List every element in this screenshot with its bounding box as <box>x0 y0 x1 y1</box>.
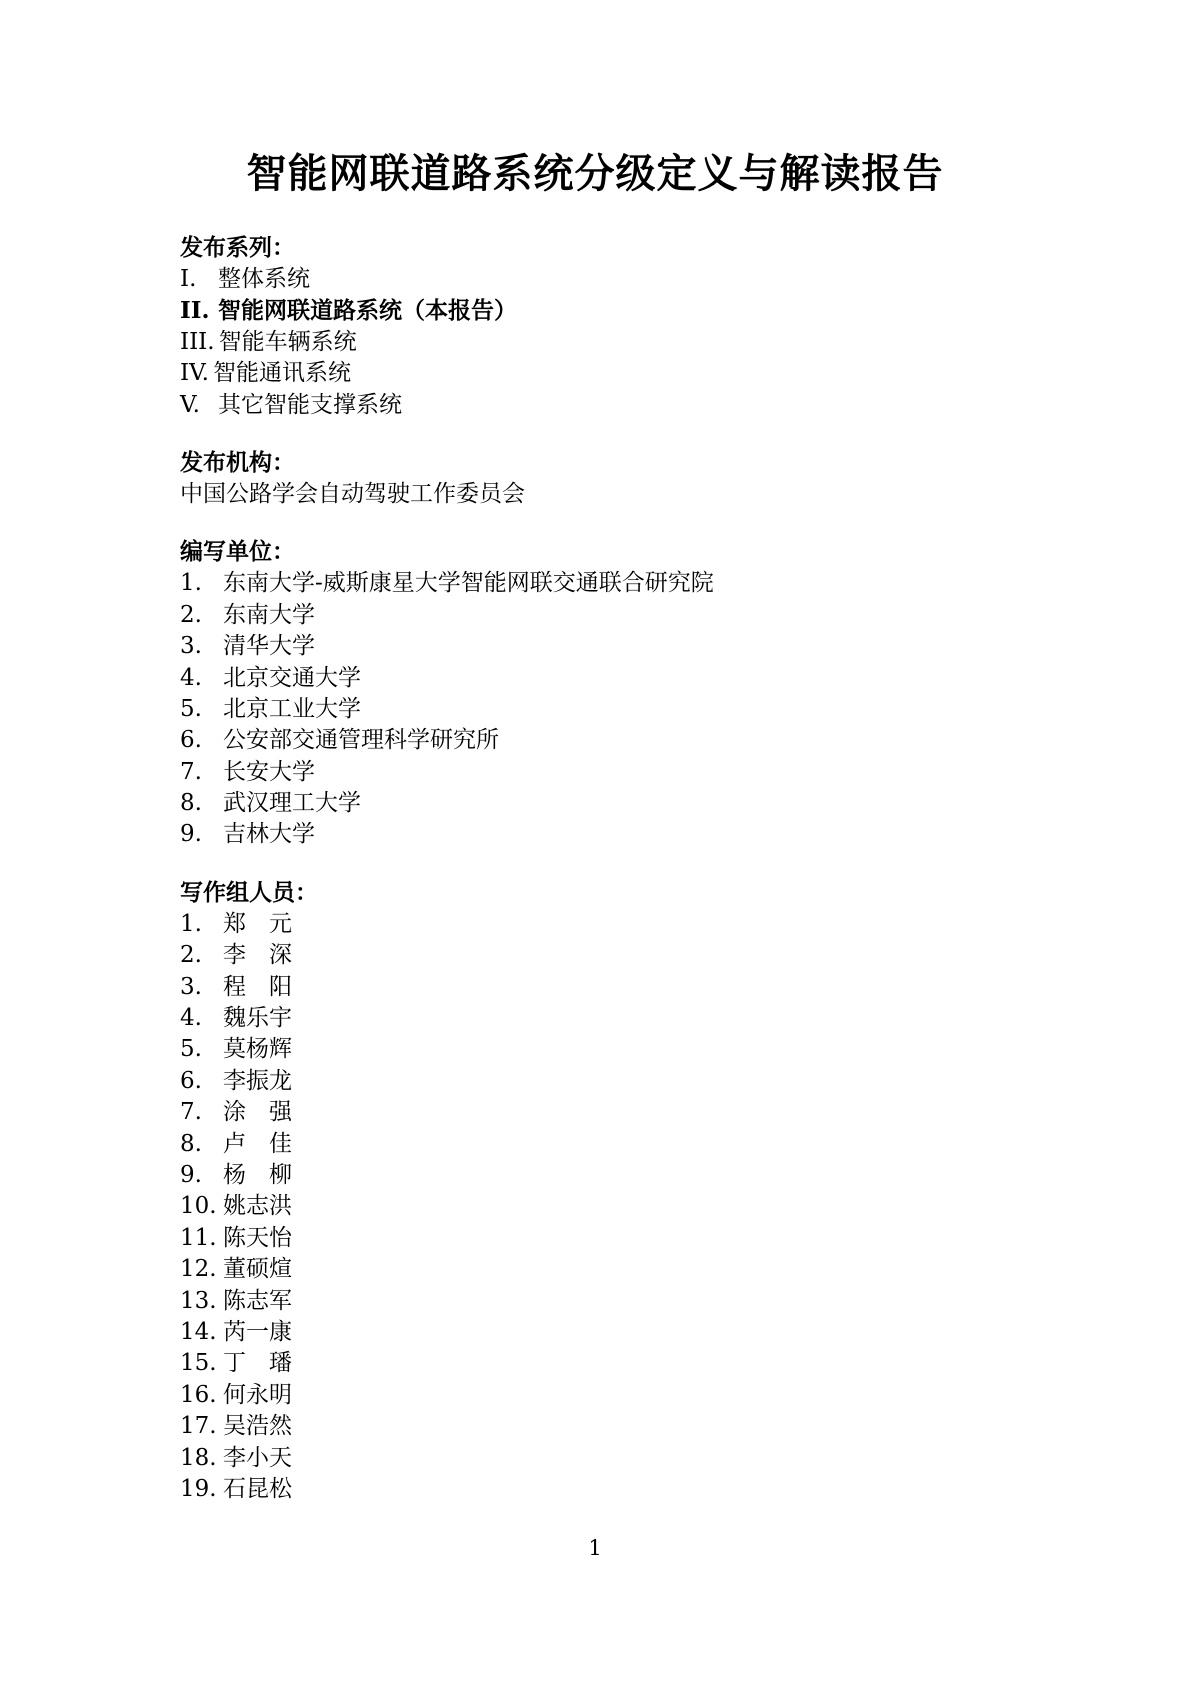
member-item-number: 7. <box>180 1099 202 1126</box>
member-item-number: 6. <box>180 1067 202 1094</box>
document-title: 智能网联道路系统分级定义与解读报告 <box>246 150 944 197</box>
series-item <box>180 390 1080 421</box>
unit-item-number: 9. <box>180 821 202 848</box>
series-item-number: III. <box>180 328 215 355</box>
series-item-text: 智能通讯系统 <box>213 360 351 387</box>
unit-item-number: 1. <box>180 570 202 597</box>
member-name: 李小天 <box>223 1444 292 1471</box>
member-item <box>180 1160 1080 1191</box>
authoring-units-heading: 编写单位： <box>180 538 295 566</box>
member-item-number: 13. <box>180 1287 217 1314</box>
member-name: 陈天怡 <box>223 1224 292 1251</box>
document-body <box>180 232 1080 1505</box>
series-item-text: 其它智能支撑系统 <box>218 391 402 418</box>
series-item <box>180 358 1080 389</box>
member-item-number: 3. <box>180 973 202 1000</box>
member-item <box>180 909 1080 940</box>
unit-item-text: 清华大学 <box>223 633 315 660</box>
member-name: 姚志洪 <box>223 1193 292 1220</box>
member-item <box>180 1411 1080 1442</box>
member-item-number: 19. <box>180 1475 217 1502</box>
member-name: 李 深 <box>223 942 292 969</box>
member-item-number: 11. <box>180 1224 217 1251</box>
release-series-heading: 发布系列： <box>180 234 295 261</box>
member-name: 芮一康 <box>223 1318 292 1345</box>
member-item-number: 15. <box>180 1350 217 1377</box>
member-item <box>180 1066 1080 1097</box>
member-item-number: 5. <box>180 1036 202 1063</box>
member-item <box>180 1129 1080 1160</box>
member-name: 郑 元 <box>223 910 292 937</box>
member-item <box>180 1003 1080 1034</box>
unit-item <box>180 568 1080 599</box>
series-item-current <box>180 295 1080 326</box>
member-item <box>180 1474 1080 1505</box>
unit-item <box>180 663 1080 694</box>
member-name: 程 阳 <box>223 973 292 1000</box>
member-name: 涂 强 <box>223 1099 292 1126</box>
member-name: 杨 柳 <box>223 1161 292 1188</box>
series-item-number: I. <box>180 266 197 292</box>
authoring-units-section <box>180 536 1080 851</box>
series-item-text: 智能车辆系统 <box>218 328 357 355</box>
unit-item <box>180 631 1080 662</box>
series-item <box>180 327 1080 358</box>
unit-item-number: 3. <box>180 633 202 660</box>
unit-item-text: 吉林大学 <box>223 821 315 848</box>
unit-item-text: 东南大学 <box>223 601 315 628</box>
member-name: 陈志军 <box>223 1287 292 1314</box>
member-item-number: 16. <box>180 1381 217 1408</box>
member-item-number: 14. <box>180 1318 217 1345</box>
unit-item <box>180 600 1080 631</box>
unit-item-number: 4. <box>180 664 202 691</box>
writing-group-section <box>180 877 1080 1505</box>
unit-item-number: 7. <box>180 758 202 785</box>
member-item-number: 12. <box>180 1256 217 1283</box>
publisher-name: 中国公路学会自动驾驶工作委员会 <box>180 480 525 507</box>
unit-item-text: 东南大学-威斯康星大学智能网联交通联合研究院 <box>223 570 714 597</box>
unit-item-number: 5. <box>180 695 202 722</box>
unit-item <box>180 788 1080 819</box>
publisher-heading: 发布机构： <box>180 448 295 476</box>
member-item <box>180 1097 1080 1128</box>
unit-item <box>180 757 1080 788</box>
release-series-section <box>180 232 1080 421</box>
member-item <box>180 1034 1080 1065</box>
member-item <box>180 1191 1080 1222</box>
member-item <box>180 1286 1080 1317</box>
unit-item <box>180 694 1080 725</box>
member-item <box>180 1380 1080 1411</box>
series-item-number: V. <box>180 391 200 418</box>
member-item-number: 4. <box>180 1005 202 1032</box>
publisher-section <box>180 447 1080 510</box>
member-item-number: 18. <box>180 1444 217 1471</box>
unit-item <box>180 819 1080 850</box>
unit-item <box>180 725 1080 756</box>
series-item-number: IV. <box>180 360 209 387</box>
member-name: 卢 佳 <box>223 1130 292 1157</box>
series-item-text: 整体系统 <box>218 266 310 292</box>
unit-item-number: 8. <box>180 790 202 817</box>
member-name: 吴浩然 <box>223 1413 292 1440</box>
member-name: 魏乐宇 <box>223 1005 292 1032</box>
member-name: 莫杨辉 <box>223 1036 292 1063</box>
member-item-number: 1. <box>180 910 202 937</box>
member-item-number: 17. <box>180 1413 217 1440</box>
page-number: 1 <box>588 1536 602 1560</box>
series-item <box>180 264 1080 295</box>
member-name: 石昆松 <box>223 1475 292 1502</box>
unit-item-text: 长安大学 <box>223 758 315 785</box>
member-name: 丁 璠 <box>223 1350 292 1377</box>
series-item-text: 智能网联道路系统（本报告） <box>218 297 517 325</box>
unit-item-number: 6. <box>180 727 202 754</box>
member-name: 何永明 <box>223 1381 292 1408</box>
member-item <box>180 1223 1080 1254</box>
writing-group-heading: 写作组人员： <box>180 878 318 906</box>
member-item-number: 2. <box>180 942 202 969</box>
member-item <box>180 1443 1080 1474</box>
member-item <box>180 1254 1080 1285</box>
member-item <box>180 940 1080 971</box>
member-item <box>180 1348 1080 1379</box>
series-item-number: II. <box>180 297 210 325</box>
member-item-number: 9. <box>180 1161 202 1188</box>
unit-item-text: 北京交通大学 <box>223 664 361 691</box>
member-item-number: 10. <box>180 1193 217 1220</box>
unit-item-text: 武汉理工大学 <box>223 790 361 817</box>
unit-item-number: 2. <box>180 601 202 628</box>
unit-item-text: 公安部交通管理科学研究所 <box>223 727 499 754</box>
member-item <box>180 972 1080 1003</box>
member-name: 董硕煊 <box>223 1256 292 1283</box>
unit-item-text: 北京工业大学 <box>223 695 361 722</box>
member-item-number: 8. <box>180 1130 202 1157</box>
member-name: 李振龙 <box>223 1067 292 1094</box>
member-item <box>180 1317 1080 1348</box>
